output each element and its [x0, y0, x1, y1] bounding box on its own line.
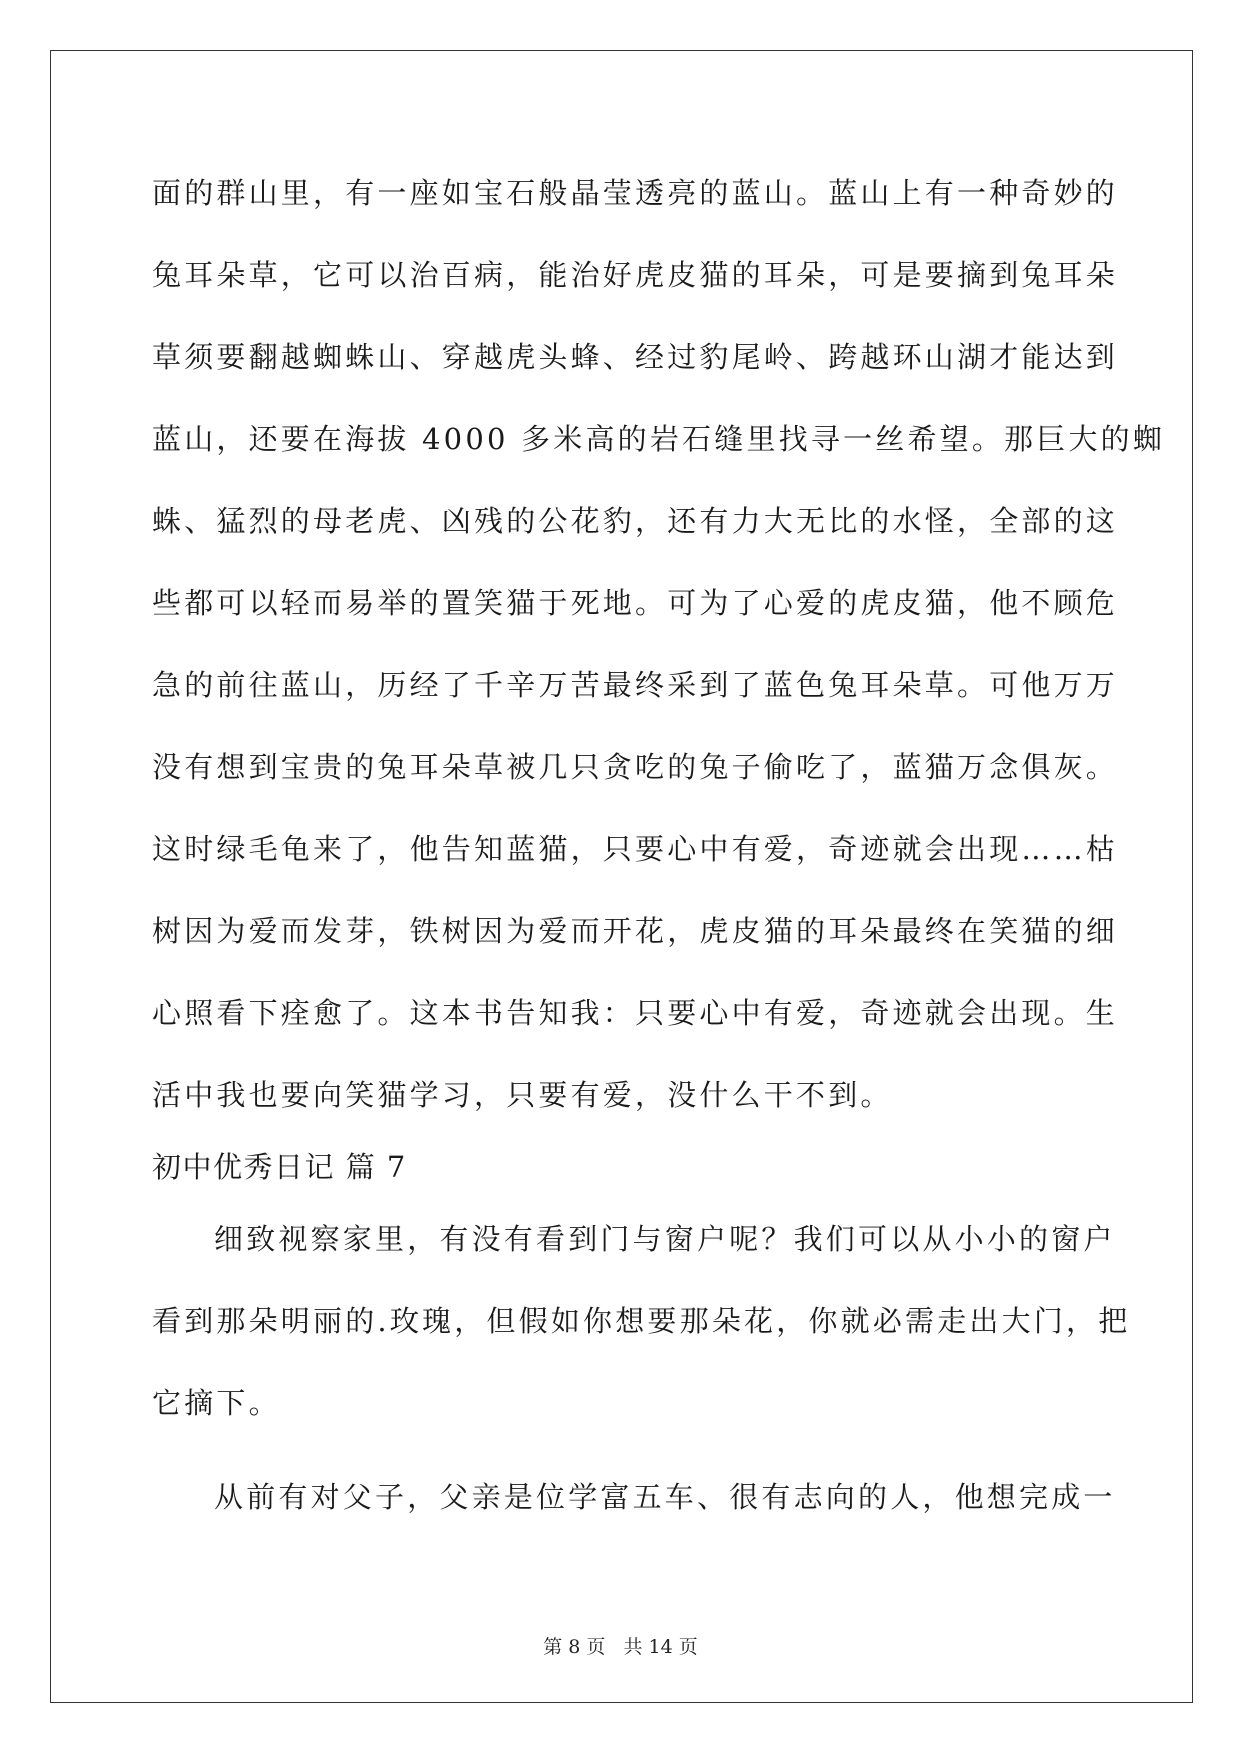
body-line: 面的群山里，有一座如宝石般晶莹透亮的蓝山。蓝山上有一种奇妙的: [152, 176, 1119, 210]
body-line: 急的前往蓝山，历经了千辛万苦最终采到了蓝色兔耳朵草。可他万万: [152, 668, 1119, 702]
paragraph-line: 从前有对父子，父亲是位学富五车、很有志向的人，他想完成一: [214, 1480, 1116, 1514]
body-line: 活中我也要向笑猫学习，只要有爱，没什么干不到。: [152, 1078, 893, 1112]
page-footer: [0, 1632, 1241, 1659]
section-heading: 初中优秀日记 篇 7: [152, 1150, 407, 1184]
body-line: 兔耳朵草，它可以治百病，能治好虎皮猫的耳朵，可是要摘到兔耳朵: [152, 258, 1119, 292]
body-line: 心照看下痊愈了。这本书告知我：只要心中有爱，奇迹就会出现。生: [152, 996, 1119, 1030]
page-number-total: 共 14 页: [623, 1636, 698, 1658]
paragraph-line: 它摘下。: [152, 1386, 281, 1420]
paragraph-line: 细致视察家里，有没有看到门与窗户呢？我们可以从小小的窗户: [214, 1222, 1116, 1256]
body-line: 树因为爱而发芽，铁树因为爱而开花，虎皮猫的耳朵最终在笑猫的细: [152, 914, 1119, 948]
page-number-current: 第 8 页: [543, 1636, 606, 1658]
document-body: [152, 152, 1166, 1538]
body-line: 草须要翻越蜘蛛山、穿越虎头蜂、经过豹尾岭、跨越环山湖才能达到: [152, 340, 1119, 374]
body-line: 些都可以轻而易举的置笑猫于死地。可为了心爱的虎皮猫，他不顾危: [152, 586, 1119, 620]
body-line: 蓝山，还要在海拔 4000 多米高的岩石缝里找寻一丝希望。那巨大的蜘: [152, 422, 1166, 456]
paragraph-line: 看到那朵明丽的.玫瑰，但假如你想要那朵花，你就必需走出大门，把: [152, 1304, 1131, 1338]
body-line: 蛛、猛烈的母老虎、凶残的公花豹，还有力大无比的水怪，全部的这: [152, 504, 1119, 538]
body-line: 这时绿毛龟来了，他告知蓝猫，只要心中有爱，奇迹就会出现……枯: [152, 832, 1119, 866]
body-line: 没有想到宝贵的兔耳朵草被几只贪吃的兔子偷吃了，蓝猫万念俱灰。: [152, 750, 1119, 784]
